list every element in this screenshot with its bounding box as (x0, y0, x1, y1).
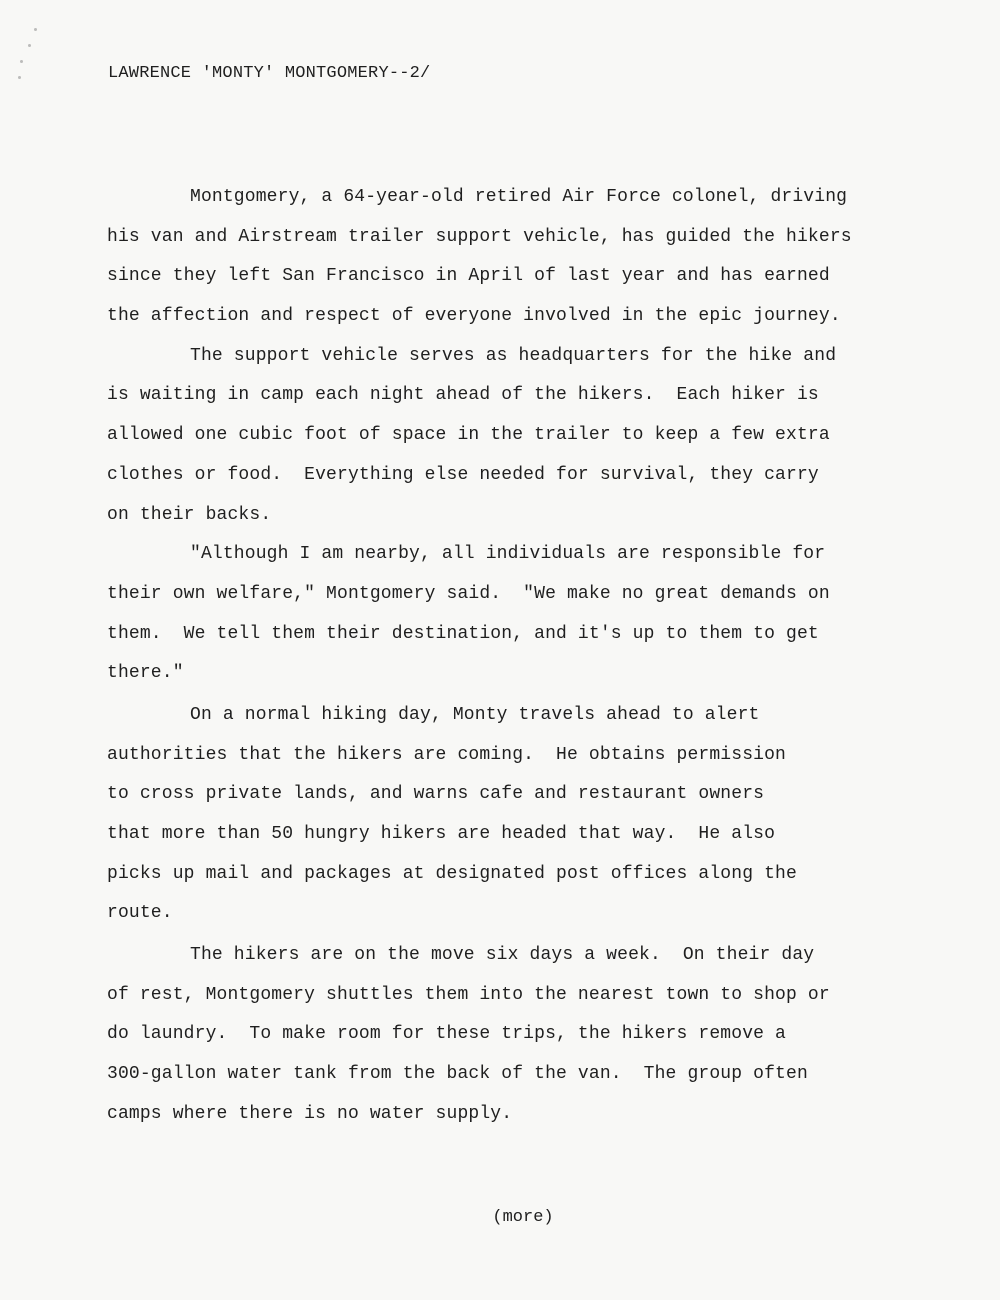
text-line: there." (107, 663, 184, 684)
text-line: do laundry. To make room for these trips, the hikers remove a (107, 1024, 787, 1045)
text-line: since they left San Francisco in April of last year and has earned (107, 266, 830, 287)
text-line: camps where there is no water supply. (107, 1103, 513, 1124)
text-line: is waiting in camp each night ahead of the hikers. Each hiker is (107, 385, 819, 406)
page-speck (34, 28, 37, 31)
continuation-marker: (more) (492, 1208, 554, 1227)
text-line: that more than 50 hungry hikers are headed that way. He also (107, 824, 776, 844)
text-line: The support vehicle serves as headquarters for the hike and (190, 345, 837, 366)
text-line: On a normal hiking day, Monty travels ahead to alert (190, 704, 760, 725)
text-line: "Although I am nearby, all individuals are responsible for (190, 544, 826, 565)
page-header: LAWRENCE 'MONTY' MONTGOMERY--2/ (108, 64, 431, 83)
text-line: his van and Airstream trailer support vehicle, has guided the hikers (107, 226, 852, 247)
text-line: to cross private lands, and warns cafe and restaurant owners (107, 784, 765, 805)
page-speck (18, 76, 21, 79)
document-body (107, 178, 937, 1135)
text-line: picks up mail and packages at designated post offices along the (107, 863, 797, 884)
text-line: of rest, Montgomery shuttles them into the nearest town to shop or (107, 984, 830, 1005)
text-line: route. (107, 903, 173, 924)
text-line: them. We tell them their destination, and it's up to them to get (107, 623, 819, 644)
text-line: The hikers are on the move six days a week. On their day (190, 945, 815, 966)
text-line: allowed one cubic foot of space in the trailer to keep a few extra (107, 425, 830, 446)
text-line: Montgomery, a 64-year-old retired Air Force colonel, driving (190, 187, 848, 207)
page-speck (28, 44, 31, 47)
text-line: clothes or food. Everything else needed for survival, they carry (107, 464, 819, 485)
text-line: 300-gallon water tank from the back of the van. The group often (107, 1064, 808, 1085)
text-line: their own welfare," Montgomery said. "We make no great demands on (107, 583, 830, 604)
page-speck (20, 60, 23, 63)
text-line: the affection and respect of everyone involved in the epic journey. (107, 306, 841, 327)
text-line: authorities that the hikers are coming. He obtains permission (107, 744, 787, 765)
text-line: on their backs. (107, 504, 272, 525)
